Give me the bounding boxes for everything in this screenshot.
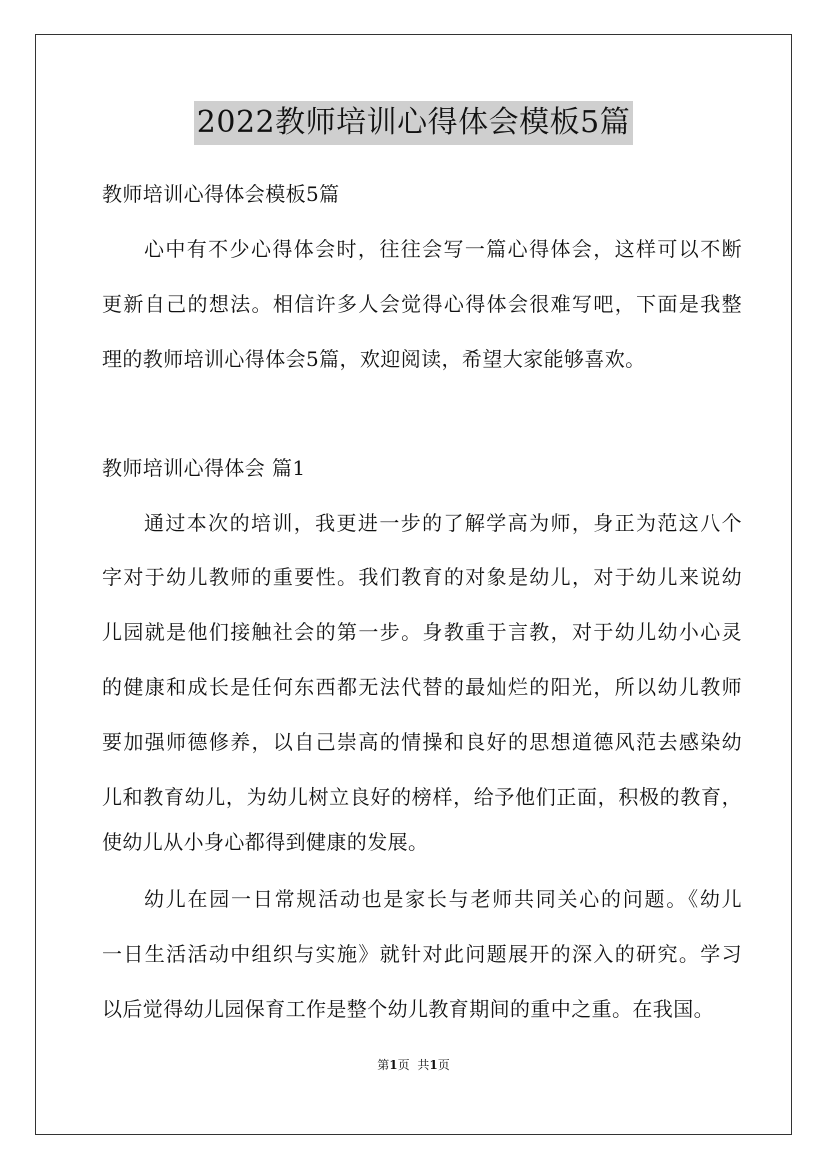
para2-line-3: 以后觉得幼儿园保育工作是整个幼儿教育期间的重中之重。在我国。 xyxy=(102,997,714,1021)
intro-line-3: 理的教师培训心得体会5篇，欢迎阅读，希望大家能够喜欢。 xyxy=(102,347,646,371)
para1-line-4: 的健康和成长是任何东西都无法代替的最灿烂的阳光，所以幼儿教师 xyxy=(102,675,742,699)
intro-line-1: 心中有不少心得体会时，往往会写一篇心得体会，这样可以不断 xyxy=(144,237,742,261)
para2-line-1: 幼儿在园一日常规活动也是家长与老师共同关心的问题。《幼儿 xyxy=(144,887,742,911)
intro-line-2: 更新自己的想法。相信许多人会觉得心得体会很难写吧，下面是我整 xyxy=(102,292,742,316)
para2-line-2: 一日生活活动中组织与实施》就针对此问题展开的深入的研究。学习 xyxy=(102,942,742,966)
para1-line-6: 儿和教育幼儿，为幼儿树立良好的榜样，给予他们正面，积极的教育， xyxy=(102,785,742,809)
section-heading: 教师培训心得体会 篇1 xyxy=(102,456,306,480)
page-footer xyxy=(0,1057,827,1073)
title-container xyxy=(0,101,827,145)
document-subtitle: 教师培训心得体会模板5篇 xyxy=(102,182,340,206)
para1-line-3: 儿园就是他们接触社会的第一步。身教重于言教，对于幼儿幼小心灵 xyxy=(102,620,742,644)
page-suffix: 页 xyxy=(397,1058,410,1072)
document-title: 2022教师培训心得体会模板5篇 xyxy=(194,101,633,145)
para1-line-1: 通过本次的培训，我更进一步的了解学高为师，身正为范这八个 xyxy=(144,511,742,535)
para1-line-5: 要加强师德修养，以自己崇高的情操和良好的思想道德风范去感染幼 xyxy=(102,730,742,754)
page-number: 1 xyxy=(389,1058,398,1072)
total-suffix: 页 xyxy=(437,1058,450,1072)
total-pages: 1 xyxy=(429,1058,438,1072)
page-prefix: 第 xyxy=(377,1058,390,1072)
para1-line-7: 使幼儿从小身心都得到健康的发展。 xyxy=(102,830,429,854)
total-prefix: 共 xyxy=(417,1058,430,1072)
para1-line-2: 字对于幼儿教师的重要性。我们教育的对象是幼儿，对于幼儿来说幼 xyxy=(102,565,742,589)
